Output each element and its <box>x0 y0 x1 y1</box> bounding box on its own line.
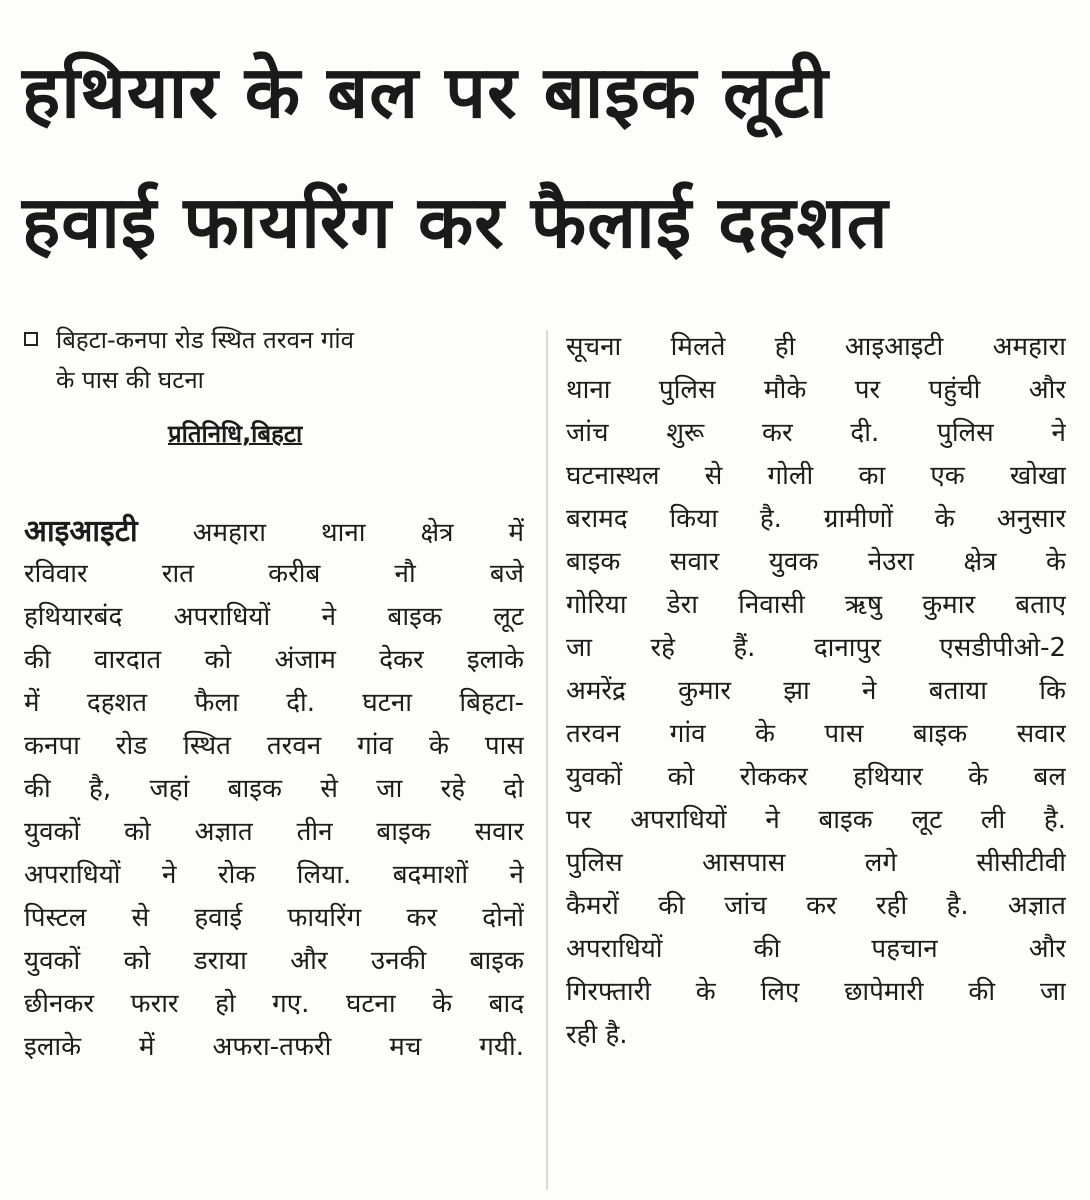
article-line-text: अमहारा थाना क्षेत्र में <box>137 518 524 548</box>
article-line: छीनकर फरार हो गए. घटना के बाद <box>24 989 524 1019</box>
article-line: रविवार रात करीब नौ बजे <box>24 559 524 589</box>
article-line: जांच शुरू कर दी. पुलिस ने <box>566 418 1066 448</box>
subhead-line-2: के पास की घटना <box>56 366 204 394</box>
headline-line-1: हथियार के बल पर बाइक लूटी <box>22 50 829 134</box>
article-body-right <box>566 326 1066 1057</box>
article-line: युवकों को अज्ञात तीन बाइक सवार <box>24 817 524 847</box>
article-line: हथियारबंद अपराधियों ने बाइक लूट <box>24 602 524 632</box>
article-line: कनपा रोड स्थित तरवन गांव के पास <box>24 731 524 761</box>
article-line: रही है. <box>566 1020 628 1050</box>
byline: प्रतिनिधि,बिहटा <box>168 420 303 448</box>
article-line: जा रहे हैं. दानापुर एसडीपीओ-2 <box>566 633 1066 663</box>
headline-line-2: हवाई फायरिंग कर फैलाई दहशत <box>22 180 889 264</box>
article-line: पर अपराधियों ने बाइक लूट ली है. <box>566 805 1066 835</box>
article-line: बरामद किया है. ग्रामीणों के अनुसार <box>566 504 1066 534</box>
lead-word: आइआइटी <box>24 514 138 549</box>
article-line: पुलिस आसपास लगे सीसीटीवी <box>566 848 1066 878</box>
article-body-left <box>24 510 524 1069</box>
article-line: की वारदात को अंजाम देकर इलाके <box>24 645 524 675</box>
article-line: इलाके में अफरा-तफरी मच गयी. <box>24 1032 524 1062</box>
article-line: अपराधियों की पहचान और <box>566 934 1066 964</box>
article-line: युवकों को डराया और उनकी बाइक <box>24 946 524 976</box>
article-line: गिरफ्तारी के लिए छापेमारी की जा <box>566 977 1066 1007</box>
left-column <box>24 320 524 1069</box>
article-line: बाइक सवार युवक नेउरा क्षेत्र के <box>566 547 1066 577</box>
subhead-bullet <box>24 320 524 400</box>
article-line: अमरेंद्र कुमार झा ने बताया कि <box>566 676 1066 706</box>
article-line: युवकों को रोककर हथियार के बल <box>566 762 1066 792</box>
article-line: पिस्टल से हवाई फायरिंग कर दोनों <box>24 903 524 933</box>
article-line: में दहशत फैला दी. घटना बिहटा- <box>24 688 524 718</box>
article-line: सूचना मिलते ही आइआइटी अमहारा <box>566 332 1066 362</box>
article-line: की है, जहां बाइक से जा रहे दो <box>24 774 524 804</box>
article-line: गोरिया डेरा निवासी ऋषु कुमार बताए <box>566 590 1066 620</box>
article-line: घटनास्थल से गोली का एक खोखा <box>566 461 1066 491</box>
article-line: कैमरों की जांच कर रही है. अज्ञात <box>566 891 1066 921</box>
article-line: थाना पुलिस मौके पर पहुंची और <box>566 375 1066 405</box>
right-column <box>566 320 1066 1057</box>
square-bullet-icon <box>24 332 38 346</box>
article-line: अपराधियों ने रोक लिया. बदमाशों ने <box>24 860 524 890</box>
subhead-line-1: बिहटा-कनपा रोड स्थित तरवन गांव <box>56 326 354 354</box>
column-divider <box>546 330 548 1190</box>
article-line <box>24 510 524 553</box>
article-line: तरवन गांव के पास बाइक सवार <box>566 719 1066 749</box>
